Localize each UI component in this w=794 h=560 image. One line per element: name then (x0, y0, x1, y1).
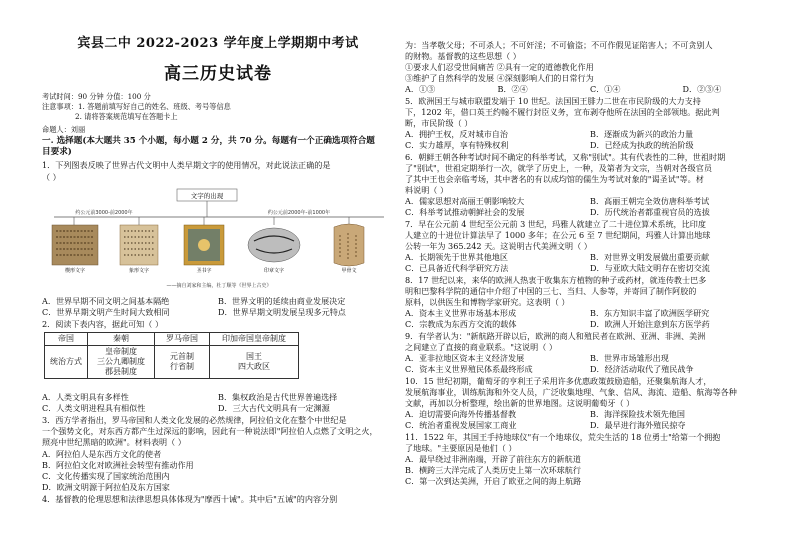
q4-cont-2: 的财物。基督教的这些思想（ ） (405, 51, 521, 61)
q1-option-c: C．世界早期文明产生时间大致相同 (42, 307, 170, 317)
time-score: 考试时间：90 分钟 分值：100 分 (42, 92, 151, 101)
q7-option-b: B．对世界文明发展做出重要贡献 (590, 252, 710, 262)
q4-option-c: C．①④ (590, 84, 621, 94)
q10-option-d: D．最早进行海外殖民掠夺 (590, 420, 686, 430)
q9-option-a: A．亚非拉地区资本主义经济发展 (405, 353, 525, 363)
q10-option-a: A．迫切需要向海外传播基督教 (405, 409, 517, 419)
q10-option-c: C．统治者重视发展国家工商业 (405, 420, 517, 430)
q3-option-c: C．文化传播实现了国家统治范围内 (42, 471, 170, 481)
figure-footer: ——摘自刘家和主编，杜丁顺等《世界上古史》 (166, 283, 272, 289)
q2-option-c: C．人类文明进程具有相似性 (42, 403, 146, 413)
artifact-label-4: 印章文字 (263, 268, 285, 274)
q8-option-c: C．宗教成为东西方交流的载体 (405, 319, 517, 329)
q10-stem-1: 10．15 世纪初期，葡萄牙的亨利王子采用许多优惠政策鼓励造船，还聚集航海人才， (405, 376, 712, 386)
q6-stem-2: 了"别试"，世祖定期举行一次，就学了历史上，一种，及第者为文宗，当朝对各级官员 (405, 163, 712, 173)
q6-option-a: A．儒家思想对高丽王朝影响较大 (405, 196, 525, 206)
q10-stem-3: 文献，再加以分析整理，绘出新的世界地图。这说明葡萄牙（ ） (405, 398, 635, 408)
q3-option-d: D．欧洲文明源于阿拉伯及东方国家 (42, 482, 170, 492)
q2-stem: 2．阅读下表内容，据此可知（ ） (42, 319, 164, 329)
q11-option-a: A．最早绕过非洲南端，开辟了前往东方的新航道 (405, 454, 581, 464)
q6-option-b: B．高丽王朝完全效仿唐科举考试 (590, 196, 710, 206)
era-left-label: 约公元前3000-前2000年 (75, 210, 133, 216)
q4-items-2: ③维护了自然科学的发展 ④深刻影响人们的日常行为 (405, 73, 594, 83)
q9-stem-1: 9．有学者认为："新航路开辟以后，欧洲的商人和殖民者在欧洲、亚洲、非洲、美洲 (405, 331, 706, 341)
q5-option-d: D．已经成为执政的统治阶级 (590, 140, 694, 150)
table-header-row (45, 333, 299, 346)
q1-stem-2: （ ） (42, 172, 61, 182)
q9-option-c: C．资本主义世界殖民体系最终形成 (405, 364, 533, 374)
q4-option-a: A．①③ (405, 84, 436, 94)
q9-option-d: D．经济活动取代了殖民战争 (590, 364, 694, 374)
q5-option-b: B．逐渐成为新兴的政治力量 (590, 129, 694, 139)
q10-stem-2: 发展航海事业，训练航海和外交人员，广泛收集地理、气象、信风、海流、造船、航海等各种 (405, 387, 737, 397)
table-cell: 元首制 行省制 (155, 346, 210, 379)
q5-stem-3: 断，市民阶级（ ） (405, 118, 473, 128)
q11-option-c: C．第一次到达美洲，开启了欧亚之间的海上航路 (405, 476, 582, 486)
q8-option-b: B．东方知识丰富了欧洲医学研究 (590, 308, 710, 318)
q3-option-b: B．阿拉伯文化对欧洲社会转型有推动作用 (42, 460, 194, 470)
q5-option-c: C．实力雄厚，享有特殊权利 (405, 140, 509, 150)
table-row (45, 346, 299, 379)
section-title-line-1: 一. 选择题(本大题共 35 个小题，每小题 2 分，共 70 分。每题有一个正确选项符合题 (42, 136, 375, 146)
q8-stem-2: 明和巴黎科学院的通信中介绍了中国的三七、当归、人参等，并寄回了制作阿胶的 (405, 286, 697, 296)
q7-option-c: C．已具备近代科学研究方法 (405, 263, 509, 273)
q6-option-d: D．历代统治者都重视官员的选拔 (590, 207, 710, 217)
q3-stem-3: 照亮中世纪黑暗的欧洲"。材料表明（ ） (42, 437, 186, 447)
notes-line-1: 注意事项：1. 答题前填写好自己的姓名、班级、考号等信息 (42, 102, 231, 111)
q7-option-d: D．与亚欧大陆文明存在密切交流 (590, 263, 710, 273)
table-cell: 皇帝制度 三公九卿制度 郡县制度 (88, 346, 155, 379)
notes-line-2: 2. 请将答案规范填写在答题卡上 (75, 112, 178, 121)
q8-option-a: A．资本主义世界市场基本形成 (405, 308, 517, 318)
artifact-papyrus (120, 217, 158, 265)
q2-option-a: A．人类文明具有多样性 (42, 392, 129, 402)
q6-option-c: C．科举考试推动朝鲜社会的发展 (405, 207, 525, 217)
q1-figure (44, 187, 394, 293)
q2-option-d: D．三大古代文明具有一定渊源 (218, 403, 330, 413)
q3-stem-2: 一个强势文化，对东西方都产生过深远的影响，因此有一种说法即"阿拉伯人点燃了文明之火， (42, 426, 378, 436)
table-header: 罗马帝国 (155, 333, 210, 346)
q7-stem-2: 人建立的十进位计算法早了 1000 多年；在公元 6 至 7 世纪期间，玛雅人计算出地球 (405, 230, 711, 240)
setter: 命题人：刘丽 (42, 125, 86, 134)
q7-option-a: A．长期领先于世界其他地区 (405, 252, 508, 262)
q5-option-a: A．拥护王权，反对城市自治 (405, 129, 508, 139)
q3-option-a: A．阿拉伯人是东西方文化的使者 (42, 449, 162, 459)
artifact-label-2: 象形文字 (128, 268, 150, 274)
q1-options-row-1 (42, 296, 394, 306)
subject-title: 高三历史试卷 (164, 64, 272, 84)
q1-option-a: A．世界早期不同文明之间基本隔绝 (42, 296, 170, 306)
q1-options-row-2 (42, 307, 394, 317)
q8-option-d: D．欧洲人开始注意到东方医学药 (590, 319, 710, 329)
q1-stem-1: 1．下列图表反映了世界古代文明中人类早期文字的使用情况，对此说法正确的是 (42, 160, 331, 170)
era-right-label: 约公元前2000年-前1000年 (267, 210, 331, 216)
exam-title: 宾县二中 2022-2023 学年度上学期期中考试 (77, 36, 359, 51)
q6-stem-1: 6．朝鲜王朝各种考试时间不确定的科举考试，又称"别试"。其有代表性的二种，世祖时期 (405, 152, 726, 162)
q11-stem-1: 11．1522 年，其国王手持地球仪"有一个地球仪，荒尖生活的 18 位勇士"给第一个拥抱 (405, 432, 721, 442)
section-title-line-2: 目要求) (42, 147, 72, 157)
q11-stem-2: 了地球。"主要原因是他们（ ） (405, 443, 517, 453)
q4-cont-1: 为：当孝敬父母；不可杀人；不可奸淫；不可偷盗；不可作假见证陷害人；不可贪别人 (405, 40, 713, 50)
q8-stem-3: 原料，以供医生和博物学家研究。这表明（ ） (405, 297, 570, 307)
q4-items-1: ①要求人们忍受世间痛苦 ②具有一定的道德教化作用 (405, 62, 594, 72)
q11-option-b: B．横跨三大洋完成了人类历史上第一次环球航行 (405, 465, 581, 475)
q4-stem: 4．基督教的伦理思想和法律思想具体体现为"摩西十诫"。其中后"五诫"的内容分别 (42, 494, 338, 504)
q2-table (44, 332, 299, 379)
q9-option-b: B．世界市场雏形出现 (590, 353, 669, 363)
q5-stem-2: 下，1202 年，借口英王约翰不履行封臣义务，宣布剥夺他所在法国的全部领地。据此判 (405, 107, 720, 117)
table-header: 秦朝 (88, 333, 155, 346)
artifact-seal (248, 217, 300, 262)
q6-stem-3: 了其中王也会亲临考场，其中著名的有以成均馆的儒生为考试对象的"谒圣试"等。材 (405, 174, 704, 184)
table-header: 印加帝国皇帝制度 (210, 333, 299, 346)
q1-option-b: B．世界文明的延续由商业发展决定 (218, 296, 346, 306)
artifact-hieroglyph (184, 217, 224, 265)
q2-option-b: B．集权政治是古代世界普遍选择 (218, 392, 338, 402)
q4-option-d: D．②③④ (682, 84, 722, 94)
q10-option-b: B．海洋探险技术领先他国 (590, 409, 685, 419)
q1-option-d: D．世界早期文明发展呈现多元特点 (218, 307, 346, 317)
q4-option-b: B．②④ (497, 84, 528, 94)
table-row-label: 统治方式 (45, 346, 88, 379)
artifact-oracle-bone (334, 217, 364, 266)
artifact-label-5: 甲骨文 (341, 268, 357, 274)
q7-stem-3: 公转一年为 365.242 天。这说明古代美洲文明（ ） (405, 241, 592, 251)
q5-stem-1: 5．欧洲国王与城市联盟发端于 10 世纪。法国国王腓力二世在市民阶级的大力支持 (405, 96, 701, 106)
artifact-cuneiform (52, 217, 98, 265)
q8-stem-1: 8．17 世纪以来，来华的欧洲人热衷于收集东方植物的种子或药材，就连传教士巴多 (405, 275, 707, 285)
table-cell: 国王 四大政区 (210, 346, 299, 379)
q7-stem-1: 7．早在公元前 4 世纪至公元前 3 世纪，玛雅人就建立了二十进位算术系统，比印度 (405, 219, 706, 229)
table-header: 帝国 (45, 333, 88, 346)
artifact-label-1: 楔形文字 (64, 268, 86, 274)
q3-stem-1: 3．西方学者指出，罗马帝国和人类文化发展的必然规律，阿拉伯文化在整个中世纪是 (42, 415, 347, 425)
q6-stem-4: 料说明（ ） (405, 185, 449, 195)
artifact-label-3: 圣书字 (196, 268, 212, 274)
figure-title: 文字的出现 (190, 192, 224, 200)
q9-stem-2: 之间建立了直接的商业联系。"这说明（ ） (405, 342, 557, 352)
